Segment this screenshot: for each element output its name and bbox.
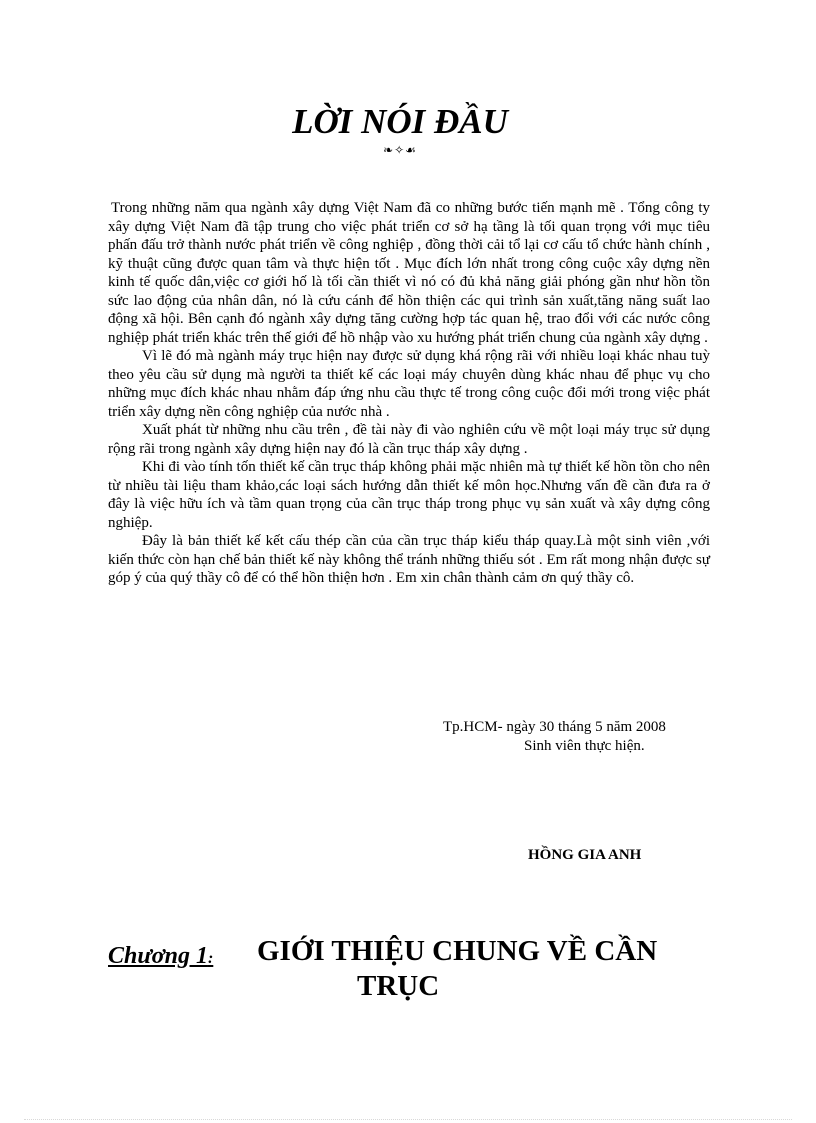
ornament-glyphs: ❧✧☙ (383, 143, 417, 157)
date-line: Tp.HCM- ngày 30 tháng 5 năm 2008 (443, 719, 666, 735)
paragraph-5: Đây là bản thiết kế kết cấu thép cần của cần trục tháp kiểu tháp quay.Là một sinh viên ,với kiến thức còn hạn chế bản thiết kế này không thể tránh những thiếu sót . Em rất mong nhận được sự góp ý của quý thầy cô để có thể hồn thiện hơn . Em xin chân thành cảm ơn quý thầy cô. (108, 533, 710, 586)
chapter-title-line-1: GIỚI THIỆU CHUNG VỀ CẦN (257, 935, 658, 967)
page-bottom-divider (24, 1119, 792, 1120)
paragraph-4: Khi đi vào tính tốn thiết kế cần trục tháp không phải mặc nhiên mà tự thiết kế hồn tồn cho nên từ nhiều tài liệu tham khảo,các loại sách hướng dẫn thiết kế môn học.Nhưng vấn đề cần đưa ra ở đây là việc hữu ích và tầm quan trọng của cần trục tháp trong phục vụ sản xuất và xây dựng công nghiệp. (108, 459, 710, 531)
preface-body (108, 199, 710, 588)
paragraph-1: Trong những năm qua ngành xây dựng Việt Nam đã co những bước tiến mạnh mẽ . Tổng công ty xây dựng Việt Nam đã tập trung cho việc phát triển cơ sở hạ tầng là tối quan trọng với mục tiêu phấn đấu trở thành nước phát triển về công nghiệp , đồng thời cải tổ lại cơ cấu tổ chức hành chính , kỹ thuật cũng được quan tâm và thực hiện tốt . Mục đích lớn nhất trong công cuộc xây dựng nền kinh tế quốc dân,việc cơ giới hố là tối cần thiết vì nó có đủ khả năng giải phóng gần như hồn tồn sức lao động của nhân dân, nó là cứu cánh để hồn thiện các qui trình sản xuất,tăng năng suất lao động xã hội. Bên cạnh đó ngành xây dựng tăng cường hợp tác quan hệ, trao đổi với các nước công nghiệp phát triển khác trên thế giới để hồ nhập vào xu hướng phát triển chung của ngành xây dựng . (108, 200, 710, 346)
chapter-label (108, 943, 213, 970)
page-title-text: LỜI NÓI ĐẦU (292, 102, 508, 141)
signer-role: Sinh viên thực hiện. (524, 738, 645, 754)
title-ornament (0, 143, 816, 158)
chapter-title-line-2: TRỤC (357, 970, 440, 1002)
chapter-label-text: Chương 1 (108, 943, 208, 969)
paragraph-2: Vì lẽ đó mà ngành máy trục hiện nay được sử dụng khá rộng rãi với nhiều loại khác nhau tuỳ theo yêu cầu sử dụng mà người ta thiết kế các loại máy chuyên dùng khác nhau để phục vụ cho những mục đích khác nhau nhằm đáp ứng nhu cầu thực tế trong công cuộc đổi mới trong việc phát triển xây dựng nền công nghiệp của nước nhà . (108, 348, 710, 420)
paragraph-3: Xuất phát từ những nhu cầu trên , đề tài này đi vào nghiên cứu về một loại máy trục sử dụng rộng rãi trong ngành xây dựng hiện nay đó là cần trục tháp xây dựng . (108, 422, 710, 457)
chapter-label-colon: : (207, 950, 214, 967)
author-name: HỒNG GIA ANH (528, 847, 642, 863)
page-title (0, 102, 816, 142)
